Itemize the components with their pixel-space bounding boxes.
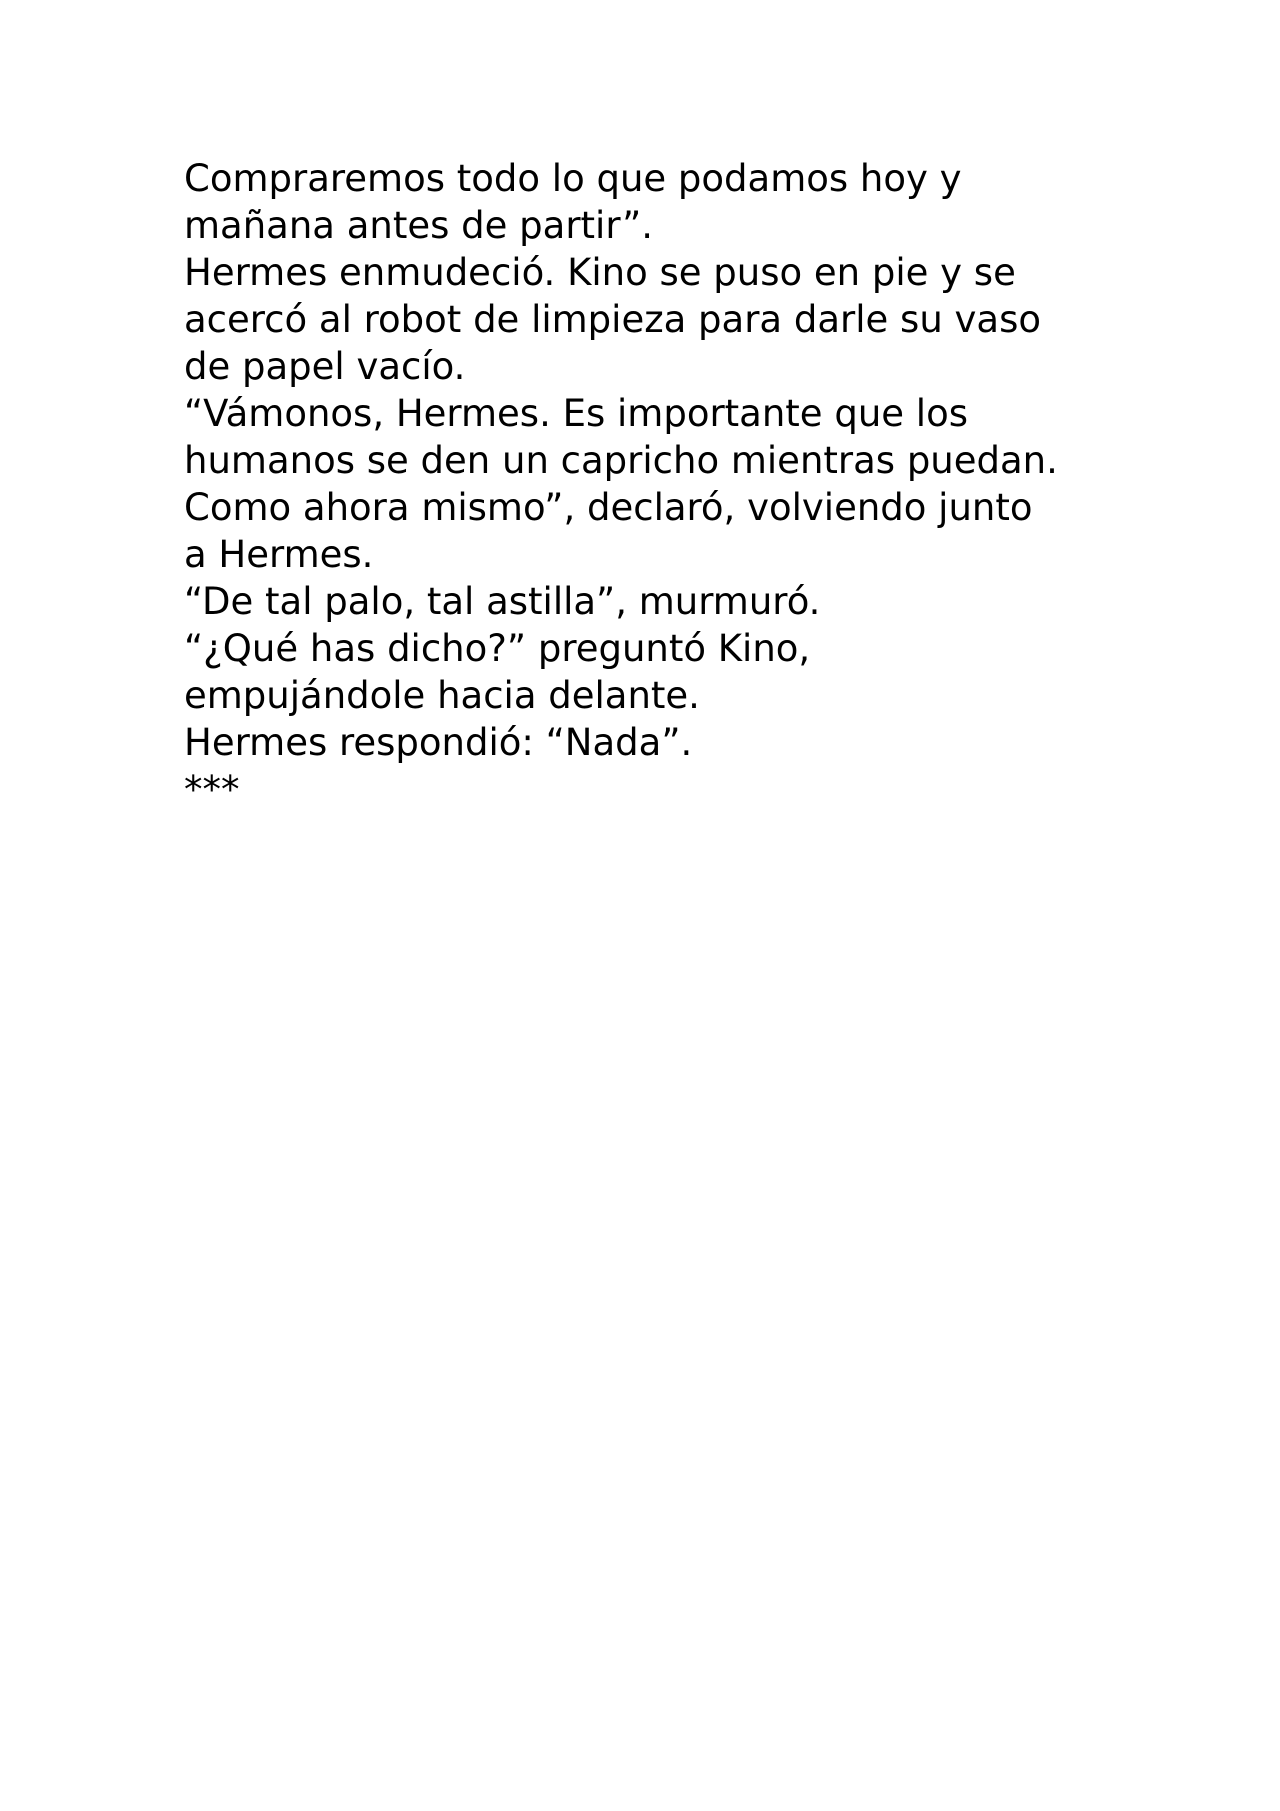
text-line: “De tal palo, tal astilla”, murmuró. <box>184 580 821 623</box>
text-line: de papel vacío. <box>184 345 466 388</box>
text-line: Hermes respondió: “Nada”. <box>184 721 693 764</box>
body-text <box>184 155 1124 813</box>
text-line: “¿Qué has dicho?” preguntó Kino, <box>184 627 811 670</box>
text-line: acercó al robot de limpieza para darle su vaso <box>184 298 1042 341</box>
text-line: empujándole hacia delante. <box>184 674 700 717</box>
section-break: *** <box>184 768 240 811</box>
text-line: mañana antes de partir”. <box>184 204 654 247</box>
text-line: humanos se den un capricho mientras puedan. <box>184 439 1058 482</box>
text-line: Hermes enmudeció. Kino se puso en pie y se <box>184 251 1016 294</box>
text-line: Como ahora mismo”, declaró, volviendo junto <box>184 486 1033 529</box>
text-line: Compraremos todo lo que podamos hoy y <box>184 157 962 200</box>
text-line: “Vámonos, Hermes. Es importante que los <box>184 392 968 435</box>
text-line: a Hermes. <box>184 533 374 576</box>
